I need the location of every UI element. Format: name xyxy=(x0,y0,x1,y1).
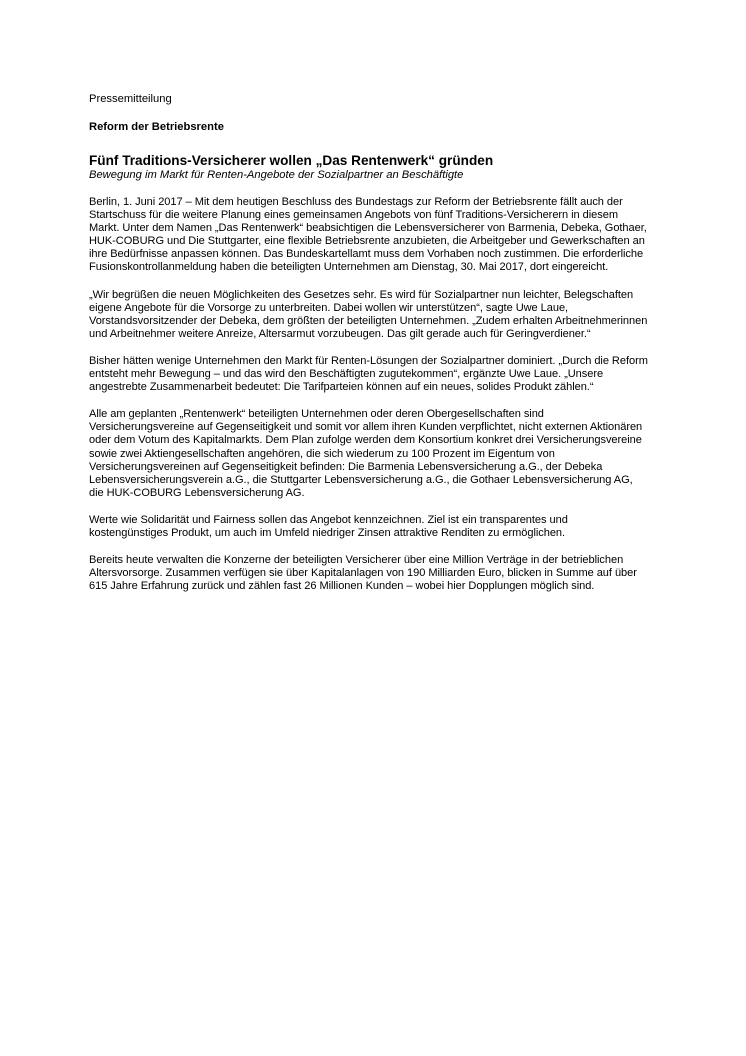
paragraph-1: Berlin, 1. Juni 2017 – Mit dem heutigen Beschluss des Bundestags zur Reform der Betriebsrente fällt auch der Startschuss für die weitere Planung eines gemeinsamen Angebots von fünf Traditions-Versicherern in diesem Markt. Unter dem Namen „Das Rentenwerk“ beabsichtigen die Lebensversicherer von Barmenia, Debeka, Gothaer, HUK-COBURG und Die Stuttgarter, eine flexible Betriebsrente anzubieten, die Arbeitgeber und Gewerkschaften an ihre Bedürfnisse anpassen können. Das Bundeskartellamt muss dem Vorhaben noch zustimmen. Die erforderliche Fusionskontrollanmeldung haben die beteiligten Unternehmen am Dienstag, 30. Mai 2017, dort eingereicht. xyxy=(89,196,647,274)
paragraph-5: Werte wie Solidarität und Fairness sollen das Angebot kennzeichnen. Ziel ist ein transparentes und kostengünstiges Produkt, um auch im Umfeld niedriger Zinsen attraktive Renditen zu ermöglichen. xyxy=(89,513,568,539)
section-title: Reform der Betriebsrente xyxy=(89,121,224,133)
paragraph-3: Bisher hätten wenige Unternehmen den Markt für Renten-Lösungen der Sozialpartner dominiert. „Durch die Reform entsteht mehr Bewegung – und das wird den Beschäftigten zugutekommen“, ergänzte Uwe Laue. „Unsere angestrebte Zusammenarbeit bedeutet: Die Tarifparteien können auf ein neues, solides Produkt zählen.“ xyxy=(89,354,648,394)
press-release-body xyxy=(89,92,649,593)
paragraph-6: Bereits heute verwalten die Konzerne der beteiligten Versicherer über eine Million Verträge in der betrieblichen Altersvorsorge. Zusammen verfügen sie über Kapitalanlagen von 190 Milliarden Euro, blicken in Summe auf über 615 Jahre Erfahrung zurück und zählen fast 26 Millionen Kunden – wobei hier Dopplungen möglich sind. xyxy=(89,554,637,593)
subheadline: Bewegung im Markt für Renten-Angebote der Sozialpartner an Beschäftigte xyxy=(89,169,464,181)
document-label: Pressemitteilung xyxy=(89,93,172,105)
headline: Fünf Traditions-Versicherer wollen „Das Rentenwerk“ gründen xyxy=(89,153,494,168)
paragraph-2: „Wir begrüßen die neuen Möglichkeiten des Gesetzes sehr. Es wird für Sozialpartner nun leichter, Belegschaften eigene Angebote für die Vorsorge zu unterbreiten. Dabei wollen wir unterstützen“, sagte Uwe Laue, Vorstandsvorsitzender der Debeka, dem größten der beteiligten Unternehmen. „Zudem erhalten Arbeitnehmerinnen und Arbeitnehmer weitere Anreize, Altersarmut vorzubeugen. Das gilt gerade auch für Geringverdiener.“ xyxy=(89,288,648,340)
paragraph-4: Alle am geplanten „Rentenwerk“ beteiligten Unternehmen oder deren Obergesellschaften sind Versicherungsvereine auf Gegenseitigkeit und somit vor allem ihren Kunden verpflichtet, nicht externen Aktionären oder dem Votum des Kapitalmarkts. Dem Plan zufolge werden dem Konsortium konkret drei Versicherungsvereine sowie zwei Aktiengesellschaften angehören, die sich wiederum zu 100 Prozent im Eigentum von Versicherungsvereinen auf Gegenseitigkeit befinden: Die Barmenia Lebensversicherung a.G., der Debeka Lebensversicherungsverein a.G., die Stuttgarter Lebensversicherung a.G., die Gothaer Lebensversicherung AG, die HUK-COBURG Lebensversicherung AG. xyxy=(89,408,643,499)
